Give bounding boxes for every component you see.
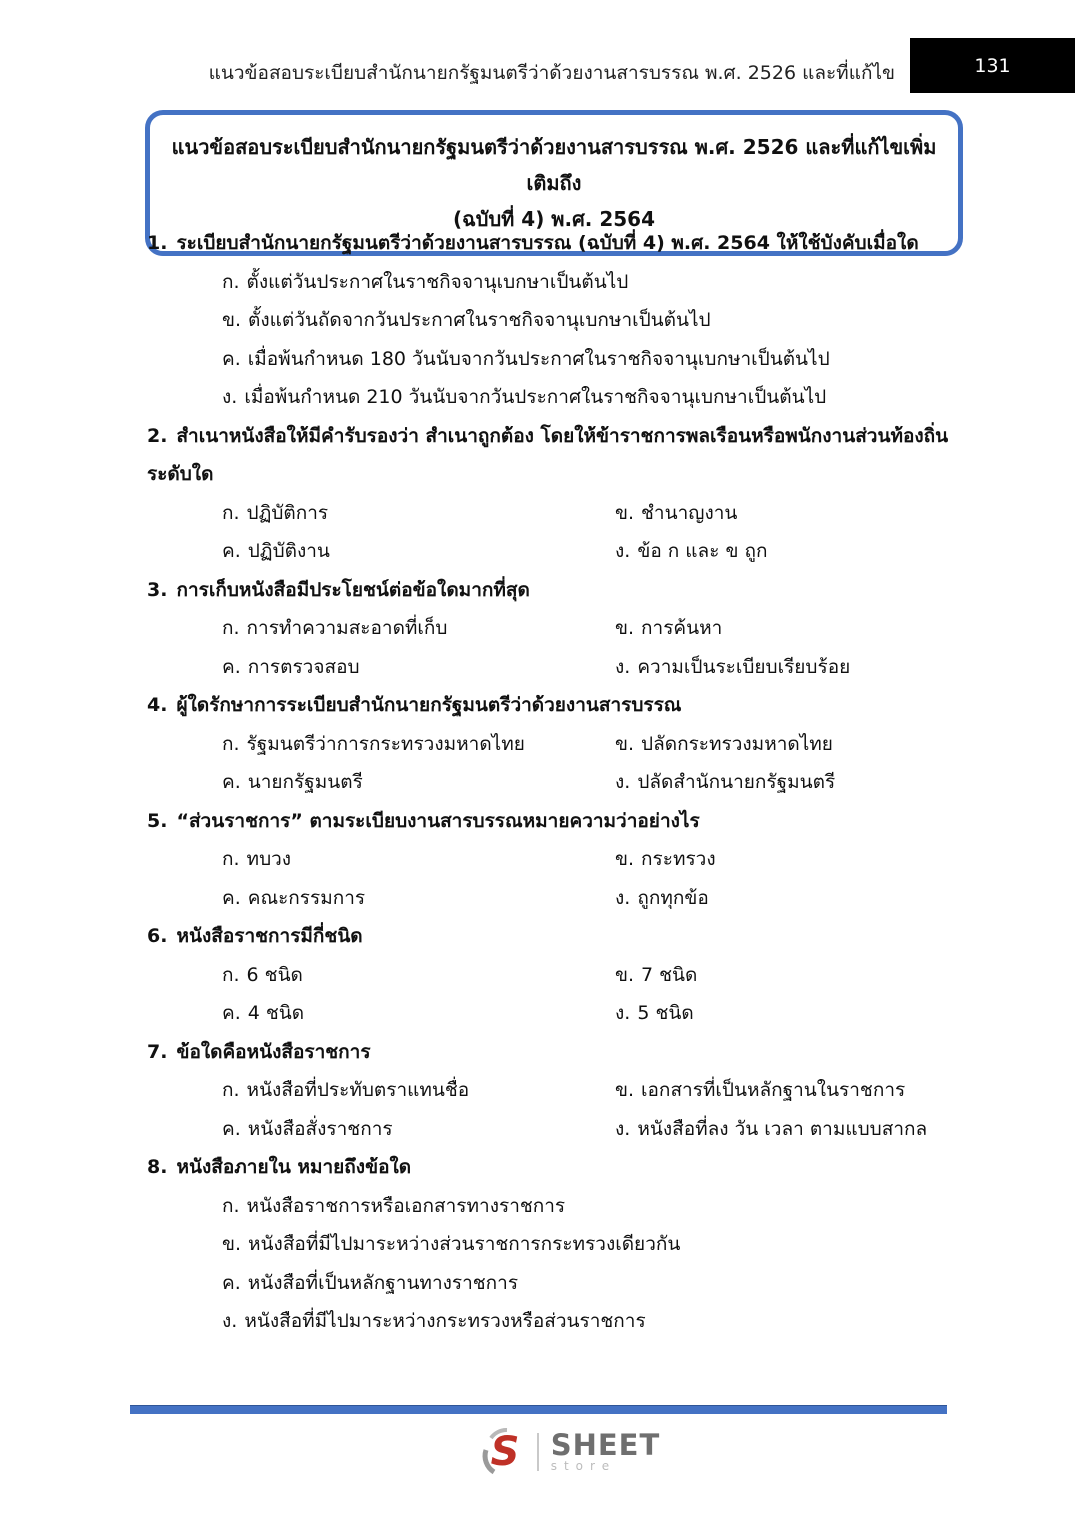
option <box>222 879 615 918</box>
option-text: หนังสือที่ลง วัน เวลา ตามแบบสากล <box>637 1117 928 1140</box>
option-label: ข. <box>615 617 635 639</box>
option <box>222 340 965 379</box>
question-number: 4. <box>147 694 168 716</box>
option-text: ปลัดกระทรวงมหาดไทย <box>641 732 833 755</box>
question-title: ระเบียบสำนักนายกรัฐมนตรีว่าด้วยงานสารบรรณ (ฉบับที่ 4) พ.ศ. 2564 ให้ใช้บังคับเมื่อใด <box>176 232 919 254</box>
option <box>615 648 965 687</box>
option-label: ค. <box>222 347 241 370</box>
option <box>222 301 965 340</box>
option-text: เอกสารที่เป็นหลักฐานในราชการ <box>641 1079 906 1101</box>
option <box>222 1071 615 1110</box>
option-text: ปฏิบัติการ <box>246 501 329 524</box>
options <box>147 1071 965 1148</box>
question-text <box>147 1033 965 1072</box>
option-label: ค. <box>222 1271 241 1294</box>
question-number: 8. <box>147 1156 168 1178</box>
option-label: ข. <box>615 501 635 524</box>
option-label: ก. <box>222 732 240 755</box>
question-block <box>147 802 965 918</box>
options <box>147 1187 965 1341</box>
option <box>222 840 615 879</box>
option-label: ค. <box>222 771 241 793</box>
option <box>615 763 965 802</box>
option <box>222 378 965 417</box>
option-text: การตรวจสอบ <box>247 655 360 678</box>
option-label: ง. <box>222 1310 238 1332</box>
option-text: ความเป็นระเบียบเรียบร้อย <box>637 655 851 678</box>
option <box>615 1071 965 1110</box>
footer-logo <box>33 1428 1075 1476</box>
option-text: นายกรัฐมนตรี <box>247 771 363 793</box>
footer-divider-bar <box>130 1405 947 1414</box>
question-number: 1. <box>147 232 168 254</box>
option-label: ข. <box>615 1079 635 1101</box>
question-block <box>147 917 965 1033</box>
option <box>222 532 615 571</box>
option <box>615 609 965 648</box>
option <box>222 763 615 802</box>
option <box>222 494 615 533</box>
option-text: ปฏิบัติงาน <box>247 540 330 562</box>
question-title: การเก็บหนังสือมีประโยชน์ต่อข้อใดมากที่สุด <box>176 578 530 601</box>
option-label: ข. <box>222 309 242 331</box>
option-label: ง. <box>615 886 631 909</box>
option <box>222 1302 965 1341</box>
option <box>222 1225 965 1264</box>
option-text: การทำความสะอาดที่เก็บ <box>246 617 448 639</box>
options <box>147 725 965 802</box>
option-label: ก. <box>222 848 240 870</box>
title-line-2: (ฉบับที่ 4) พ.ศ. 2564 <box>452 207 656 231</box>
question-number: 7. <box>147 1040 168 1063</box>
option-label: ก. <box>222 270 240 293</box>
option <box>615 725 965 764</box>
option <box>615 532 965 571</box>
option-text: ปลัดสำนักนายกรัฐมนตรี <box>637 771 836 793</box>
option-label: ก. <box>222 501 240 524</box>
question-block <box>147 417 965 571</box>
option <box>222 263 965 302</box>
question-text <box>147 571 965 610</box>
option-label: ง. <box>615 655 631 678</box>
option-text: ตั้งแต่วันประกาศในราชกิจจานุเบกษาเป็นต้นไป <box>246 270 629 293</box>
options <box>147 263 965 417</box>
question-block <box>147 571 965 687</box>
option-label: ง. <box>615 1002 631 1024</box>
option-text: 4 ชนิด <box>247 1002 305 1024</box>
options <box>147 956 965 1033</box>
question-text <box>147 686 965 725</box>
option <box>222 648 615 687</box>
option <box>222 609 615 648</box>
option-label: ง. <box>222 386 238 408</box>
question-title: ผู้ใดรักษาการระเบียบสำนักนายกรัฐมนตรีว่าด้วยงานสารบรรณ <box>176 694 682 716</box>
option-label: ง. <box>615 540 631 562</box>
question-text <box>147 1148 965 1187</box>
option <box>222 994 615 1033</box>
option-label: ค. <box>222 540 241 562</box>
option-label: ก. <box>222 617 240 639</box>
option-label: ค. <box>222 655 241 678</box>
option-text: หนังสือที่มีไปมาระหว่างกระทรวงหรือส่วนราชการ <box>244 1310 646 1332</box>
question-number: 3. <box>147 578 168 601</box>
option-text: หนังสือที่ประทับตราแทนชื่อ <box>246 1079 470 1101</box>
option <box>615 840 965 879</box>
option-text: เมื่อพ้นกำหนด 180 วันนับจากวันประกาศในราชกิจจานุเบกษาเป็นต้นไป <box>247 347 830 370</box>
title-line-1: แนวข้อสอบระเบียบสำนักนายกรัฐมนตรีว่าด้วยงานสารบรรณ พ.ศ. 2526 และที่แก้ไขเพิ่มเติมถึง <box>171 135 937 195</box>
option-text: 6 ชนิด <box>246 963 303 986</box>
option <box>615 994 965 1033</box>
question-text <box>147 224 965 263</box>
question-number: 5. <box>147 809 168 832</box>
logo-divider <box>537 1433 539 1471</box>
option-text: เมื่อพ้นกำหนด 210 วันนับจากวันประกาศในราชกิจจานุเบกษาเป็นต้นไป <box>244 386 827 408</box>
option <box>615 1110 965 1149</box>
option-label: ก. <box>222 1194 240 1217</box>
option <box>222 1110 615 1149</box>
option-label: ก. <box>222 963 240 986</box>
options <box>147 494 965 571</box>
question-title: “ส่วนราชการ” ตามระเบียบงานสารบรรณหมายความว่าอย่างไร <box>176 809 700 832</box>
option-text: รัฐมนตรีว่าการกระทรวงมหาดไทย <box>246 732 525 755</box>
question-number: 2. <box>147 424 168 447</box>
option-label: ค. <box>222 1117 241 1140</box>
option-text: ตั้งแต่วันถัดจากวันประกาศในราชกิจจานุเบกษาเป็นต้นไป <box>248 309 711 331</box>
options <box>147 609 965 686</box>
question-title: สำเนาหนังสือให้มีคำรับรองว่า สำเนาถูกต้อง โดยให้ข้าราชการพลเรือนหรือพนักงานส่วนท้องถิ่น ระดับใด <box>147 424 949 485</box>
logo-subtext: store <box>550 1459 617 1473</box>
option <box>615 494 965 533</box>
question-text <box>147 802 965 841</box>
option-text: ถูกทุกข้อ <box>637 886 709 909</box>
option-label: ข. <box>615 848 635 870</box>
options <box>147 840 965 917</box>
option-label: ค. <box>222 886 241 909</box>
option-label: ข. <box>615 732 635 755</box>
option-label: ง. <box>615 1117 631 1140</box>
option <box>222 1187 965 1226</box>
option <box>615 956 965 995</box>
option-text: ทบวง <box>246 848 292 870</box>
question-title: หนังสือภายใน หมายถึงข้อใด <box>176 1156 412 1178</box>
option-text: หนังสือสั่งราชการ <box>247 1117 393 1140</box>
question-title: หนังสือราชการมีกี่ชนิด <box>176 925 363 947</box>
option-text: ข้อ ก และ ข ถูก <box>637 540 768 562</box>
page-number-box <box>910 38 1075 93</box>
option-label: ค. <box>222 1002 241 1024</box>
sheet-store-logo-icon <box>481 1428 529 1476</box>
option-label: ข. <box>222 1233 242 1255</box>
svg-text:S: S <box>490 1429 520 1475</box>
option-text: หนังสือที่มีไปมาระหว่างส่วนราชการกระทรวงเดียวกัน <box>248 1233 681 1255</box>
option-text: คณะกรรมการ <box>247 886 366 909</box>
option <box>222 725 615 764</box>
option <box>222 1264 965 1303</box>
logo-text: SHEET <box>550 1428 661 1462</box>
questions <box>147 224 965 1341</box>
question-block <box>147 686 965 802</box>
question-block <box>147 1148 965 1341</box>
question-title: ข้อใดคือหนังสือราชการ <box>176 1040 371 1063</box>
question-number: 6. <box>147 925 168 947</box>
option <box>615 879 965 918</box>
question-text <box>147 917 965 956</box>
option-text: กระทรวง <box>641 848 716 870</box>
question-text <box>147 417 965 494</box>
option-text: 7 ชนิด <box>641 963 698 986</box>
option-text: หนังสือราชการหรือเอกสารทางราชการ <box>246 1194 566 1217</box>
option-text: ชำนาญงาน <box>641 501 738 524</box>
page-number: 131 <box>974 54 1011 77</box>
option-text: หนังสือที่เป็นหลักฐานทางราชการ <box>247 1271 519 1294</box>
header-title: แนวข้อสอบระเบียบสำนักนายกรัฐมนตรีว่าด้วยงานสารบรรณ พ.ศ. 2526 และที่แก้ไข <box>208 62 895 84</box>
option-text: 5 ชนิด <box>637 1002 694 1024</box>
option-label: ก. <box>222 1079 240 1101</box>
option-label: ข. <box>615 963 635 986</box>
option <box>222 956 615 995</box>
question-block <box>147 224 965 417</box>
option-label: ง. <box>615 771 631 793</box>
question-block <box>147 1033 965 1149</box>
option-text: การค้นหา <box>641 617 723 639</box>
